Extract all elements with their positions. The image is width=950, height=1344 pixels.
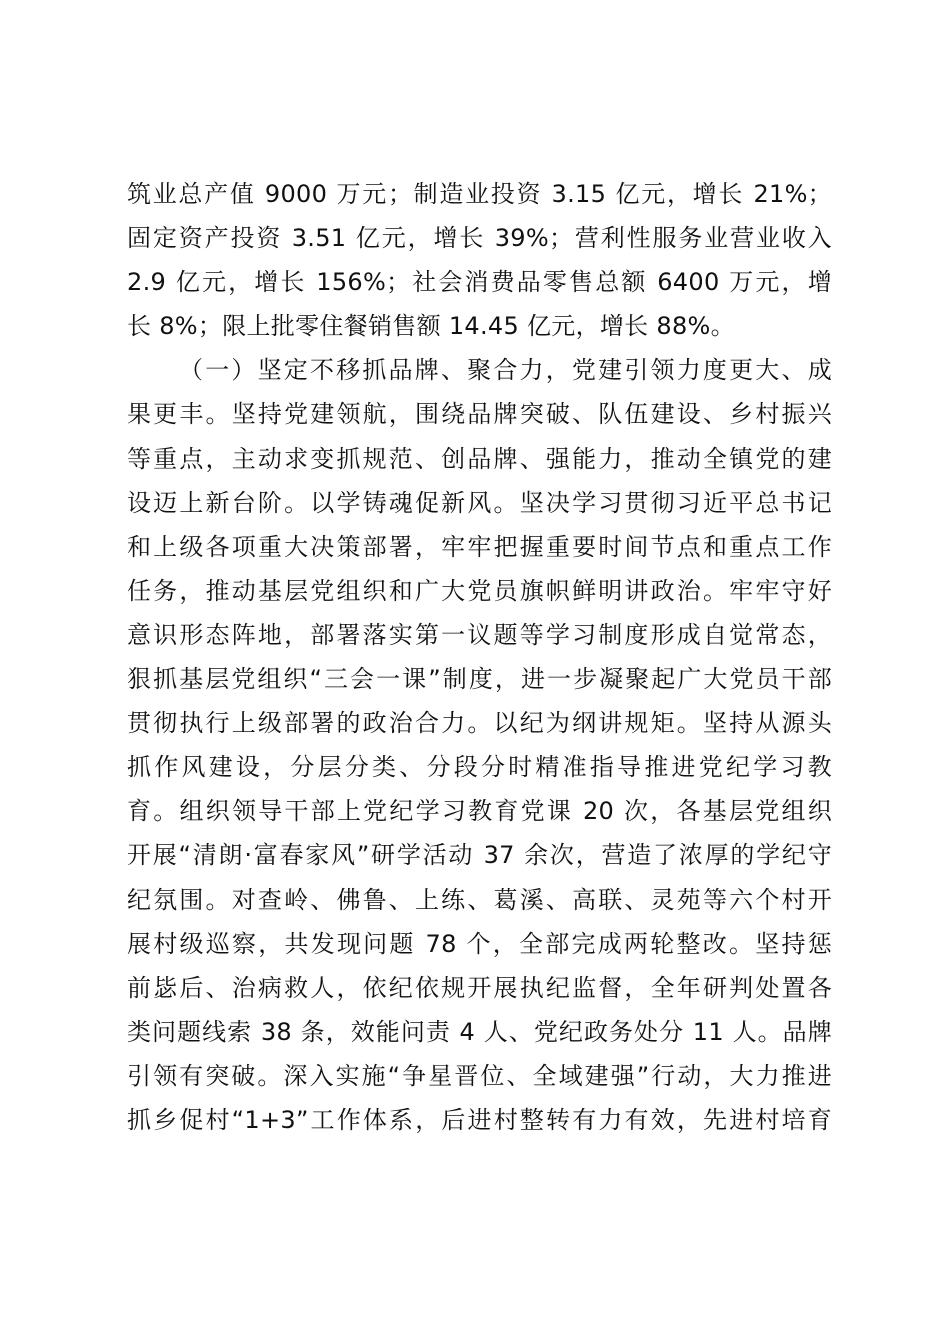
body-text (127, 172, 832, 1142)
text-line-9: 和上级各项重大决策部署，牢牢把握重要时间节点和重点工作 (127, 532, 832, 561)
text-line-19: 前毖后、治病救人，依纪依规开展执纪监督，全年研判处置各 (127, 973, 832, 1002)
text-line-22: 抓乡促村“1+3”工作体系，后进村整转有力有效，先进村培育 (127, 1105, 832, 1134)
text-line-18: 展村级巡察，共发现问题 78 个，全部完成两轮整改。坚持惩 (127, 929, 832, 958)
text-line-17: 纪氛围。对查岭、佛鲁、上练、葛溪、高联、灵苑等六个村开 (127, 885, 832, 914)
text-line-1: 筑业总产值 9000 万元；制造业投资 3.15 亿元，增长 21%； (127, 180, 832, 208)
text-line-15: 育。组织领导干部上党纪学习教育党课 20 次，各基层党组织 (127, 797, 832, 826)
text-line-13: 贯彻执行上级部署的政治合力。以纪为纲讲规矩。坚持从源头 (127, 709, 832, 738)
text-line-16: 开展“清朗·富春家风”研学活动 37 余次，营造了浓厚的学纪守 (127, 841, 832, 870)
text-line-10: 任务，推动基层党组织和广大党员旗帜鲜明讲政治。牢牢守好 (127, 576, 832, 605)
text-line-20: 类问题线索 38 条，效能问责 4 人、党纪政务处分 11 人。品牌 (127, 1017, 832, 1046)
text-line-6: 果更丰。坚持党建领航，围绕品牌突破、队伍建设、乡村振兴 (127, 400, 832, 429)
text-line-4: 长 8%；限上批零住餐销售额 14.45 亿元，增长 88%。 (127, 312, 735, 341)
text-line-8: 设迈上新台阶。以学铸魂促新风。坚决学习贯彻习近平总书记 (127, 488, 832, 517)
text-line-14: 抓作风建设，分层分类、分段分时精准指导推进党纪学习教 (127, 753, 832, 782)
text-line-5: （一）坚定不移抓品牌、聚合力，党建引领力度更大、成 (179, 356, 832, 385)
text-line-7: 等重点，主动求变抓规范、创品牌、强能力，推动全镇党的建 (127, 444, 832, 473)
text-line-3: 2.9 亿元，增长 156%；社会消费品零售总额 6400 万元，增 (127, 268, 832, 297)
text-line-12: 狠抓基层党组织“三会一课”制度，进一步凝聚起广大党员干部 (127, 665, 832, 694)
text-line-11: 意识形态阵地，部署落实第一议题等学习制度形成自觉常态， (127, 620, 832, 649)
text-line-21: 引领有突破。深入实施“争星晋位、全域建强”行动，大力推进 (127, 1061, 832, 1090)
text-line-2: 固定资产投资 3.51 亿元，增长 39%；营利性服务业营业收入 (127, 224, 832, 253)
